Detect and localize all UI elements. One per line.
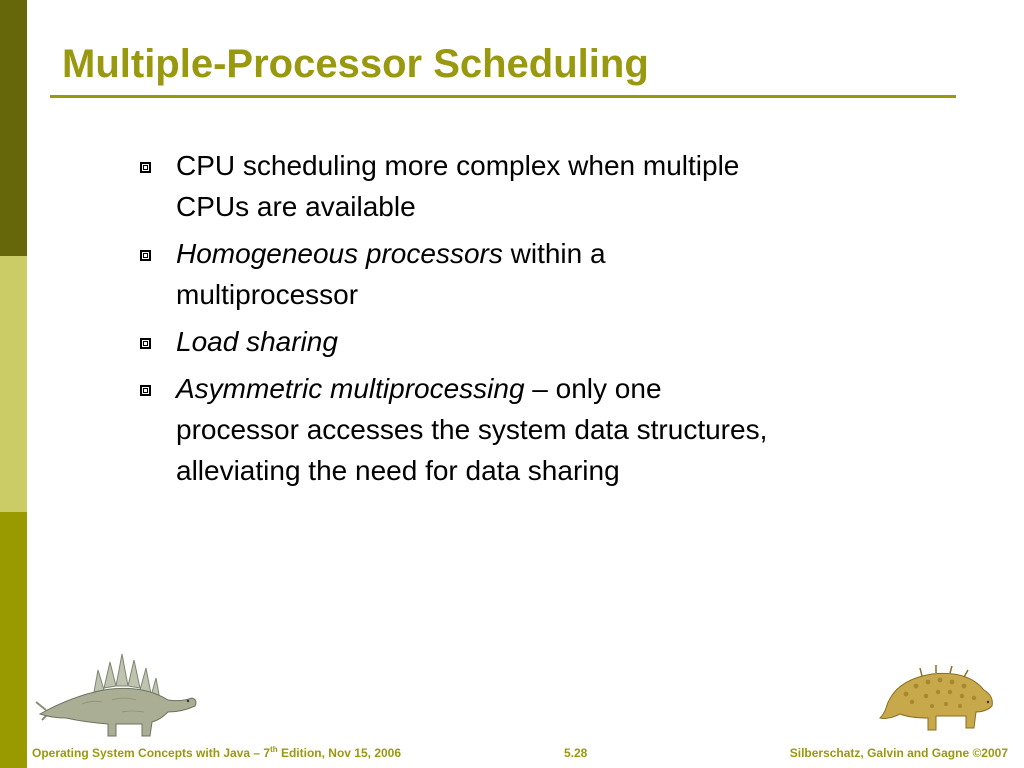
sidebar-segment-light: [0, 256, 27, 512]
footer-course-suffix: Edition, Nov 15, 2006: [277, 746, 402, 760]
bullet-item: [137, 368, 787, 491]
sidebar-segment-mid: [0, 512, 27, 768]
footer-course-prefix: Operating System Concepts with Java – 7: [32, 746, 271, 760]
hollow-square-bullet-icon: [140, 162, 151, 173]
hollow-square-bullet-icon: [140, 385, 151, 396]
footer-copyright: Silberschatz, Galvin and Gagne ©2007: [789, 746, 1008, 760]
sidebar-segment-dark: [0, 0, 27, 256]
footer-course-sup: th: [270, 745, 278, 754]
bullet-term: Asymmetric multiprocessing: [176, 373, 525, 404]
bullet-item: [137, 321, 787, 362]
bullet-item: [137, 145, 787, 227]
slide-number: 5.28: [564, 746, 588, 760]
bullet-text: CPU scheduling more complex when multiple CPUs are available: [176, 150, 740, 222]
bullet-text: – only one processor accesses the system data structures, alleviating the need for data sharing: [176, 373, 768, 486]
bullet-list: [137, 145, 787, 497]
hollow-square-bullet-icon: [140, 250, 151, 261]
bullet-item: [137, 233, 787, 315]
bullet-term: Load sharing: [176, 326, 338, 357]
bullet-term: Homogeneous processors: [176, 238, 503, 269]
ankylosaurus-icon: [876, 662, 1006, 740]
hollow-square-bullet-icon: [140, 338, 151, 349]
slide-title: Multiple-Processor Scheduling: [62, 42, 649, 86]
bullet-text: within a multiprocessor: [176, 238, 606, 310]
stegosaurus-icon: [32, 640, 202, 740]
footer-course-info: [32, 745, 401, 760]
title-underline: [50, 95, 956, 98]
